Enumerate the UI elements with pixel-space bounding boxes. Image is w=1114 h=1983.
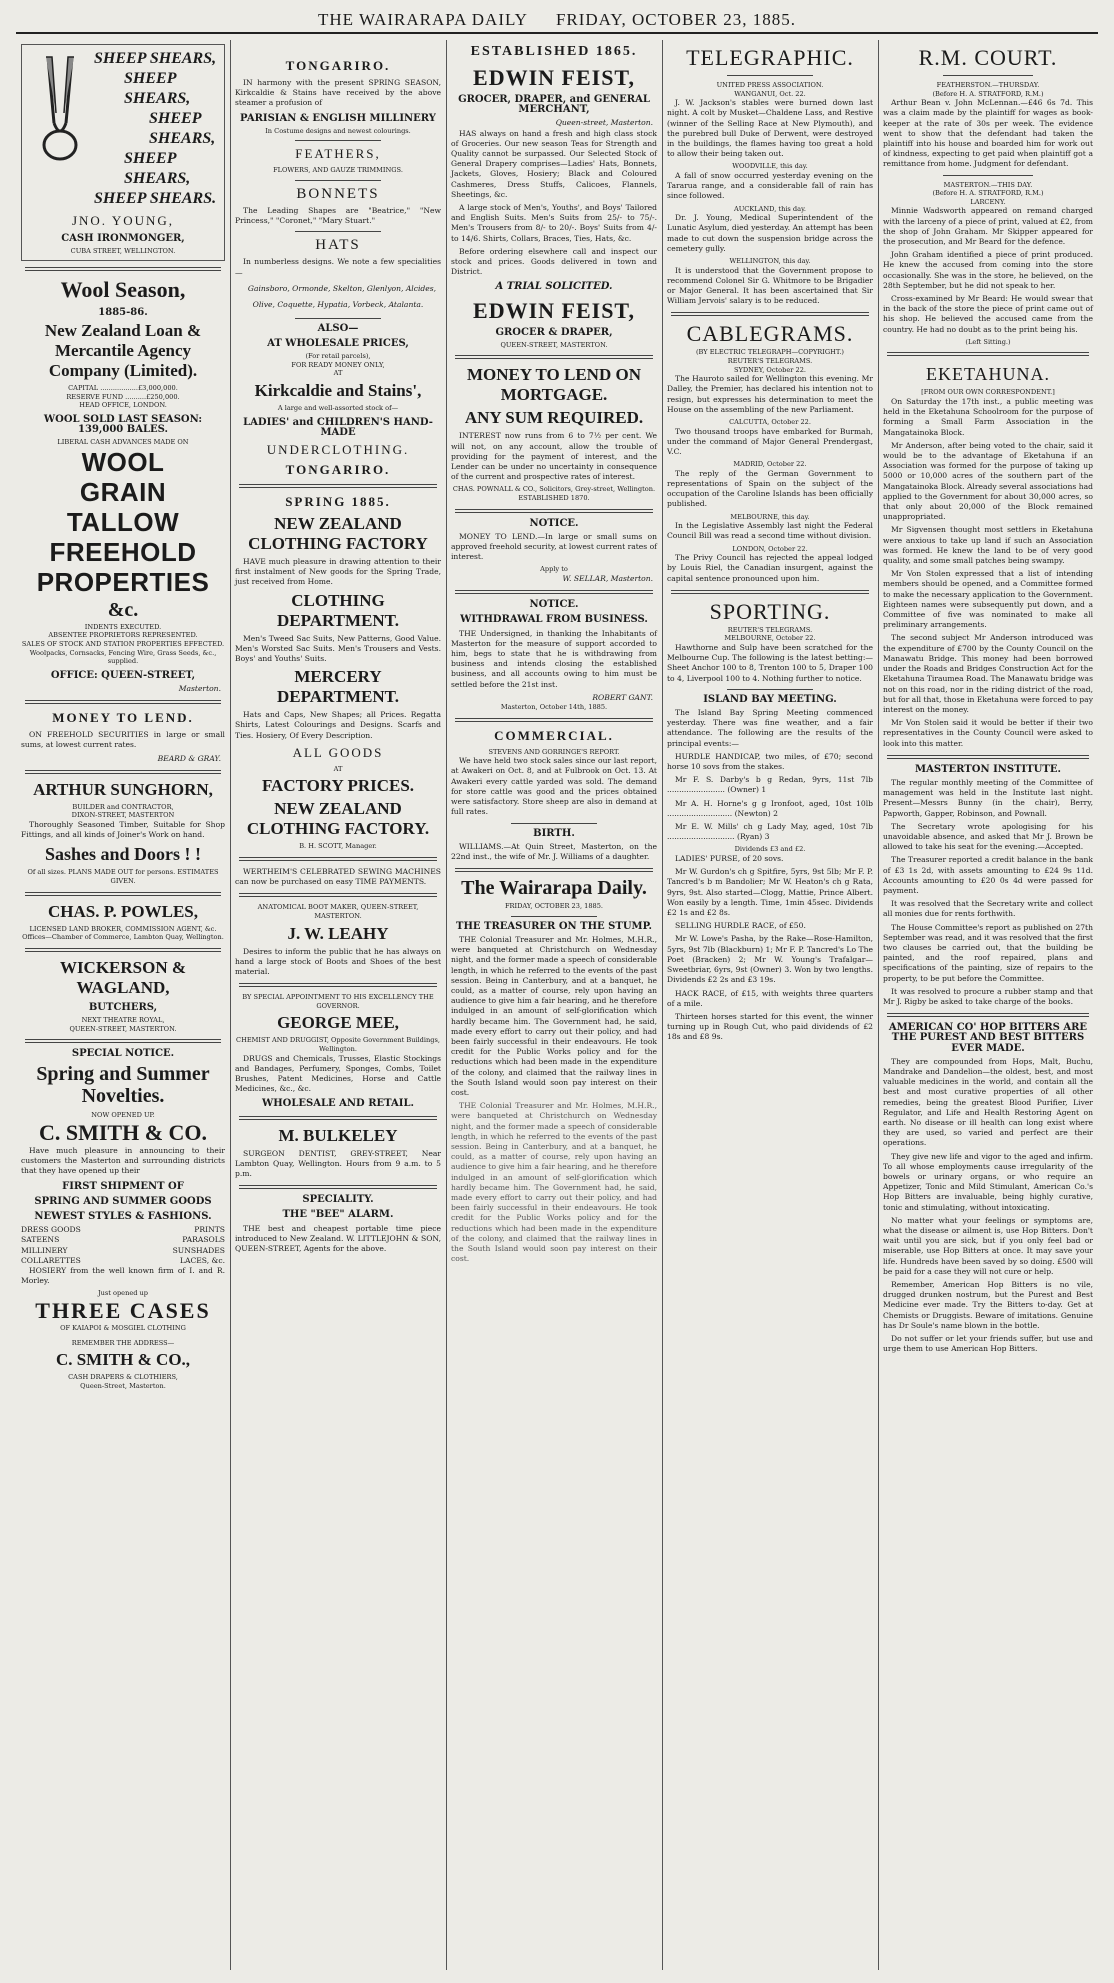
telegraphic-text-3: Dr. J. Young, Medical Superintendent of the Lunatic Asylum, died yesterday. An attempt has been made to cut down the suspension bridge across the cemetery gully. [667, 213, 873, 253]
grain-word: GRAIN [79, 476, 167, 507]
rm-text-3: John Graham identified a piece of print produced. He knew the accused from coming into the store occasionally. She was in the store, he believed, on the 28th September, but he did not speak to her. [883, 250, 1093, 290]
properties-word: PROPERTIES [36, 566, 210, 597]
feist-name-2: EDWIN FEIST, [473, 297, 635, 323]
parisian-heading: PARISIAN & ENGLISH MILLINERY [240, 112, 436, 124]
sunghorn-address: DIXON-STREET, MASTERTON [71, 811, 175, 820]
horse-line: Mr F. S. Darby's b g Redan, 9yrs, 11st 7lb ........................ (Owner) 1 [667, 775, 873, 795]
cable-text-5: The Privy Council has rejected the appeal lodged by Louis Riel, the Canadian insurgent, against the capital sentence pronounced upon him. [667, 553, 873, 583]
melbourne-dateline: MELBOURNE, this day. [730, 512, 810, 521]
telegraphic-heading: TELEGRAPHIC. [686, 45, 854, 70]
goods-row [21, 1246, 225, 1256]
rm-text-4: Cross-examined by Mr Beard: He would swear that in the back of the store the piece of print came out of his shop. He believed the accused came from the country. He had no doubt as to the print being his. [883, 294, 1093, 334]
island-bay-heading: ISLAND BAY MEETING. [703, 693, 837, 705]
bonnets-text: The Leading Shapes are "Beatrice," "New Princess," "Coronet," "Mary Stuart." [235, 206, 441, 226]
wool-word: WOOL [81, 446, 165, 477]
telegraphic-text-1: J. W. Jackson's stables were burned down last night. A colt by Musket—Chaldene Lass, and Restive (winner of the Selling Race at New Plymouth), and the purebred bull Duke of Derwent, were destroyed in the buildings, the flames having too great a hold to allow their being taken out. [667, 98, 873, 159]
before-line-2: (Before H. A. STRATFORD, R.M.) [932, 189, 1044, 198]
first-shipment: FIRST SHIPMENT OF [62, 1180, 184, 1192]
telegraphic-text-2: A fall of snow occurred yesterday evening on the Tararua range, and a considerable fall of rain has since followed. [667, 171, 873, 201]
goods-item: PARASOLS [182, 1235, 225, 1245]
cablegrams-heading: CABLEGRAMS. [686, 321, 854, 347]
divider [943, 175, 1033, 176]
sport-text-4: Mr W. Lowe's Pasha, by the Rake—Rose-Hamilton, 5yrs, 9st 7lb (Blackburn) 1; Mr F. P. Tancred's Lo The Poet (Bracken) 2; Mr W. Young's Trafalgar—Sweetbriar, 6yrs, 9st (Owner) 3. Won by two lengths. Dividends £2 2s and £3 19s. [667, 934, 873, 985]
wickerson-name: WICKERSON & WAGLAND, [59, 957, 187, 997]
shears-line: SHEEP SHEARS, [94, 50, 217, 67]
treasurer-heading: THE TREASURER ON THE STUMP. [456, 920, 652, 932]
bonnets-heading: BONNETS [296, 186, 380, 202]
powles-name: CHAS. P. POWLES, [47, 901, 199, 921]
clothing-dept: CLOTHING DEPARTMENT. [276, 590, 400, 630]
woodville-dateline: WOODVILLE, this day. [732, 162, 808, 171]
column-4 [662, 40, 878, 1970]
goods-item: COLLARETTES [21, 1255, 81, 1265]
goods-row [21, 1256, 225, 1266]
ek-text-6: Mr Von Stolen said it would be better if their two representatives in the County Council were asked to look into this matter. [883, 718, 1093, 748]
spring-goods: SPRING AND SUMMER GOODS [34, 1195, 212, 1207]
nzcf-text: HAVE much pleasure in drawing attention to their first instalment of New goods for the Spring Trade, just received from Home. [235, 557, 441, 587]
sporting-heading: SPORTING. [709, 598, 831, 624]
pownall-line: CHAS. POWNALL & CO., Solicitors, Grey-street, Wellington. [452, 485, 656, 494]
london-dateline: LONDON, October 22. [732, 544, 808, 553]
divider [25, 700, 221, 704]
divider [511, 916, 597, 917]
shears-line: SHEEP SHEARS, [149, 110, 216, 147]
sunghorn-name: ARTHUR SUNGHORN, [33, 779, 213, 799]
withdrawal-heading: WITHDRAWAL FROM BUSINESS. [460, 614, 648, 626]
ek-text-3: Mr Sigvensen thought most settlers in Eketahuna were anxious to take up land if such an Association was formed. He knew the land to be of very good quality, and some small patches being swampy. [883, 525, 1093, 566]
goods-row [21, 1235, 225, 1245]
special-appointment: BY SPECIAL APPOINTMENT TO HIS EXCELLENCY THE GOVERNOR. [242, 993, 434, 1010]
rm-court-heading: R.M. COURT. [918, 45, 1058, 70]
melbourne-dateline-2: MELBOURNE, October 22. [724, 634, 816, 643]
butchers-line: BUTCHERS, [88, 1001, 158, 1013]
goods-item: LACES, &c. [179, 1255, 225, 1265]
sydney-dateline: SYDNEY, October 22. [733, 365, 806, 374]
next-royal: NEXT THEATRE ROYAL, [81, 1015, 165, 1024]
mercery-items: Hats and Caps, New Shapes; all Prices. Regatta Shirts, Latest Colourings and Designs. Scarfs and Ties. Hosiery, Of Every Description. [235, 710, 441, 740]
sunghorn-trade: BUILDER and CONTRACTOR, [72, 802, 174, 811]
capital-line: CAPITAL ..................£3,000,000. [68, 384, 178, 392]
births-heading: BIRTH. [533, 827, 575, 839]
masthead-title: THE WAIRARAPA DAILY [317, 10, 528, 29]
factory-prices: FACTORY PRICES. [261, 776, 415, 796]
divider [239, 1185, 437, 1189]
institute-heading: MASTERTON INSTITUTE. [915, 763, 1061, 775]
hop-text-5: Do not suffer or let your friends suffer, but use and urge them to use American Hop Bitters. [883, 1334, 1093, 1354]
left-sitting: (Left Sitting.) [965, 337, 1011, 346]
leahy-text: Desires to inform the public that he has always on hand a large stock of Boots and Shoes of the best material. [235, 946, 441, 977]
now-opened: NOW OPENED UP. [91, 1111, 155, 1120]
column-1 [16, 40, 230, 1970]
hosiery-text: HOSIERY from the well known firm of I. and R. Morley. [21, 1265, 225, 1286]
dividends-line: Dividends £3 and £2. [734, 845, 806, 854]
sellar-signature: W. SELLAR, Masterton. [562, 574, 653, 584]
divider [887, 352, 1089, 356]
wool-season-year: 1885-86. [98, 306, 148, 318]
nzcf-heading: NEW ZEALAND CLOTHING FACTORY [248, 514, 428, 553]
commercial-text: We have held two stock sales since our last report, at Awakeri on Oct. 8, and at Fulbrook on Oct. 13. At Awakeri every cattle yarded was sold. The demand for store cattle was good and the prices obtained were satisfactory. Store sheep are also in demand at full rates. [451, 756, 657, 817]
divider [887, 755, 1089, 759]
established-1870: ESTABLISHED 1870. [518, 494, 590, 503]
powles-trade: LICENSED LAND BROKER, COMMISSION AGENT, &c. [29, 924, 217, 933]
own-correspondent: [FROM OUR OWN CORRESPONDENT.] [921, 388, 1055, 397]
feist-note: Before ordering elsewhere call and inspect our stock and prices. Goods delivered in town and District. [451, 246, 657, 277]
kirkcaldie-name: Kirkcaldie and Stains', [254, 381, 422, 400]
divider [455, 355, 653, 359]
tongariro-footer: TONGARIRO. [285, 462, 391, 477]
divider [295, 231, 381, 232]
gant-date: Masterton, October 14th, 1885. [500, 703, 608, 712]
leahy-name: J. W. LEAHY [287, 923, 389, 943]
kaiapoi-line: OF KAIAPOI & MOSGIEL CLOTHING [60, 1323, 186, 1332]
three-cases: THREE CASES [35, 1297, 211, 1323]
hop-text-3: No matter what your feelings or symptoms are, what the disease or ailment is, use Hop Bitters. Don't wait until you are sick, but if you only feel bad or miserable, use Hop Bitters at once. It may save your life. Hundreds have been saved by so doing. £500 will be paid for a case they will not cure or help. [883, 1215, 1093, 1276]
mee-name: GEORGE MEE, [277, 1013, 399, 1033]
hack-race: HACK RACE, of £15, with weights three quarters of a mile. [667, 988, 873, 1008]
ek-text-5: The second subject Mr Anderson introduced was the expenditure of £700 by the County Council on the Manawatu Bridge. This money had been borrowed under the Roads and Bridges Construction Act for the Eketahuna Tiraumea Road. The Manawatu bridge was not on this road, nor in the riding district of the road, but for all that, those in Eketahuna were forced to pay interest on the money. [883, 633, 1093, 714]
inst-text-5: The House Committee's report as published on 27th September was read, and it was resolved that the first two clauses be carried out, that the building be painted, and the roof repaired, plans and specifications of the painting, size of repairs to the property, to be put before the Committee. [883, 922, 1093, 983]
tongariro-intro: IN harmony with the present SPRING SEASON, Kirkcaldie & Stains have received by the above steamer a profusion of [235, 78, 441, 108]
freehold-word: FREEHOLD [49, 536, 197, 567]
feist2-address: QUEEN-STREET, MASTERTON. [500, 340, 608, 349]
shears-line: SHEEP SHEARS, [124, 150, 191, 187]
divider [25, 770, 221, 774]
inst-text-6: It was resolved to procure a rubber stamp and that Mr J. Rigby be asked to take charge of the books. [883, 986, 1093, 1006]
trial-solicited: A TRIAL SOLICITED. [495, 281, 613, 293]
inst-text-4: It was resolved that the Secretary write and collect all monies due for rents forthwith. [883, 899, 1093, 919]
goods-item: SUNSHADES [172, 1245, 225, 1255]
column-5 [878, 40, 1098, 1970]
sport-text-5: Thirteen horses started for this event, the winner turning up in Rough Cut, who paid dividends of £2 18s and £8 9s. [667, 1011, 873, 1042]
featherston-dateline: FEATHERSTON.—THURSDAY. [936, 81, 1040, 89]
just-opened: Just opened up [97, 1289, 149, 1298]
goods-item: DRESS GOODS [21, 1225, 81, 1235]
gant-signature: ROBERT GANT. [592, 692, 653, 702]
withdrawal-text: THE Undersigned, in thanking the Inhabitants of Masterton for the measure of support accorded to him, begs to state that he is withdrawing from business and intends closing the established business, and all accounts owing to him must be settled before the 21st inst. [451, 628, 657, 689]
special-notice: SPECIAL NOTICE. [71, 1048, 175, 1060]
telegraphic-text-4: It is understood that the Government propose to recommend Colonel Sir G. Whitmore to be Brigadier or Major General. It has been ascertained that Sir William Jervois' salary is to be reduced. [667, 265, 873, 306]
wanganui-dateline: WANGANUI, Oct. 22. [734, 89, 806, 98]
divider [943, 75, 1033, 76]
birth-text: WILLIAMS.—At Quin Street, Masterton, on the 22nd inst., the wife of Mr. J. Williams of a daughter. [451, 841, 657, 861]
united-press: UNITED PRESS ASSOCIATION. [716, 81, 824, 89]
also-heading: ALSO— [317, 322, 359, 334]
nzcf-footer: NEW ZEALAND CLOTHING FACTORY. [246, 799, 430, 839]
tallow-word: TALLOW [66, 506, 180, 537]
sales-line: SALES OF STOCK AND STATION PROPERTIES EFFECTED. [21, 639, 225, 648]
shears-list [94, 49, 220, 209]
divider [295, 318, 381, 319]
rm-text-1: Arthur Bean v. John McLennan.—£46 6s 7d. This was a claim made by the plaintiff for wages as book-keeper at the rate of 30s per week. The evidence went to show that the defendant had taken the plaintiff into his house and boarded him for work out of kindness, expecting to get paid when plaintiff got a remittance from home. Judgment for defendant. [883, 98, 1093, 169]
hop-text-4: Remember, American Hop Bitters is no vile, drugged drunken nostrum, but the Purest and Best Medicine ever made. Try the Bitters to-day. Get at Chemists or Druggists. Beware of imitations. Genuine has Dr Soule's name blown in the bottle. [883, 1280, 1093, 1330]
sashes-heading: Sashes and Doors ! ! [44, 844, 202, 865]
drugs-text: DRUGS and Chemicals, Trusses, Elastic Stockings and Bandages, Perfumery, Sponges, Combs, Toilet Brushes, Patent Medicines, Horse and Cattle Medicines, &c., &c. [235, 1053, 441, 1094]
eketahuna-heading: EKETAHUNA. [925, 364, 1051, 385]
divider [671, 590, 869, 594]
divider [671, 312, 869, 316]
columns [16, 40, 1098, 1970]
cable-text-2: Two thousand troops have embarked for Burmah, under the command of Major General Prendergast, V.C. [667, 426, 873, 457]
divider [239, 484, 437, 488]
chemist-line: CHEMIST AND DRUGGIST, Opposite Government Buildings, Wellington. [236, 1036, 440, 1053]
queen-masterton: QUEEN-STREET, MASTERTON. [69, 1024, 177, 1033]
wellington-dateline: WELLINGTON, this day. [729, 257, 811, 266]
calcutta-dateline: CALCUTTA, October 22. [729, 418, 811, 427]
csmith-trade: CASH DRAPERS & CLOTHIERS, [68, 1373, 178, 1382]
interest-text: INTEREST now runs from 6 to 7½ per cent. We will not, on any account, allow the trouble of providing for the payment of interest, and the Lender can be under no uncertainty in consequence of the current and prospective rates of interest. [451, 431, 657, 482]
clothing-items: Men's Tweed Sac Suits, New Patterns, Good Value. Men's Worsted Sac Suits. Men's Trousers and Vests. Boys' and Youths' Suits. [235, 633, 441, 664]
inst-text-3: The Treasurer reported a credit balance in the bank of £3 1s 2d, with assets amounting to £24 9s 11d. Accounts amounting to £20 0s 4d were passed for payment. [883, 855, 1093, 895]
horse-line: Mr E. W. Mills' ch g Lady May, aged, 10st 7lb ............................ (Ryan) 3 [667, 822, 873, 842]
indents-line: INDENTS EXECUTED. [84, 622, 162, 631]
feist-text: HAS always on hand a fresh and high class stock of Groceries. Our new season Teas for Strength and Quality cannot be surpassed. Our Selected Stock of General Drapery comprises—Ladies' Hats, Bonnets, Jackets, Gloves, Hosiery; Black and Coloured Cashmeres, Dress Stuffs, Calicoes, Flannels, Sheetings, &c. [451, 128, 657, 199]
selling-race: SELLING HURDLE RACE, of £50. [675, 921, 806, 931]
inst-text-1: The regular monthly meeting of the Committee of management was held in the Institute last night. Present—Messrs Bunny (in the chair), Berry, Papworth, Gapper, Robinson, and Pownall. [883, 777, 1093, 818]
madrid-dateline: MADRID, October 22. [733, 460, 807, 469]
reuters-line: REUTER'S TELEGRAMS. [727, 357, 813, 366]
flowers-line: FLOWERS, AND GAUZE TRIMMINGS. [273, 166, 403, 175]
remember-line: REMEMBER THE ADDRESS— [71, 1338, 175, 1347]
feist-place: Queen-street, Masterton. [555, 118, 653, 128]
inst-text-2: The Secretary wrote apologising for his unavoidable absence, and asked that Mr J. Brown be allowed to take his seat for the evening.—Accepted. [883, 821, 1093, 852]
advances-line: LIBERAL CASH ADVANCES MADE ON [57, 438, 189, 447]
anatomical-line: ANATOMICAL BOOT MAKER, QUEEN-STREET, MASTERTON. [257, 903, 419, 921]
hop-bitters-heading: AMERICAN CO' HOP BITTERS ARE THE PUREST AND BEST BITTERS EVER MADE. [888, 1022, 1088, 1054]
bee-alarm-text: THE best and cheapest portable time piece introduced to New Zealand. W. LITTLEJOHN & SON, QUEEN-STREET, Agents for the above. [235, 1223, 441, 1254]
masthead [16, 8, 1098, 34]
at-line: AT [333, 369, 343, 378]
divider [239, 983, 437, 987]
stevens-report: STEVENS AND GORRINGE'S REPORT. [488, 747, 620, 756]
agents-line: Woolpacks, Cornsacks, Fencing Wire, Grass Seeds, &c., supplied. [29, 648, 217, 666]
bee-alarm-heading: THE "BEE" ALARM. [282, 1209, 394, 1221]
divider [239, 893, 437, 897]
nz-loan-heading: New Zealand Loan & Mercantile Agency Company (Limited). [44, 321, 202, 380]
powles-address: Offices—Chamber of Commerce, Lambton Quay, Wellington. [22, 933, 224, 942]
ladies-purse: LADIES' PURSE, of 20 sovs. [675, 854, 784, 864]
column-2 [230, 40, 446, 1970]
divider [239, 857, 437, 861]
wholesale-line: AT WHOLESALE PRICES, [267, 338, 409, 350]
ek-text-2: Mr Anderson, after being voted to the chair, said it would be to the advantage of Eketahuna if an Association was formed for the purpose of taking up 5000 or 10,000 acres of the southern part of the Mangatainoka Block. Already several associations had applied to the Government for about 30,000 acres, so that only about 20,000 of the Block remained unappropriated. [883, 440, 1093, 522]
goods-item: PRINTS [194, 1225, 225, 1235]
notice-heading: NOTICE. [529, 517, 579, 529]
money-lend-text: MONEY TO LEND.—In large or small sums on approved freehold security, at lowest current rates of interest. [451, 531, 657, 562]
divider [25, 948, 221, 952]
feist-name: EDWIN FEIST, [473, 65, 635, 90]
notice-heading-2: NOTICE. [529, 599, 579, 611]
feist2-trade: GROCER & DRAPER, [495, 326, 613, 338]
ek-text-1: On Saturday the 17th inst., a public meeting was held in the Eketahuna Schoolroom for the purpose of forming a Small Farm Association in the Mangatainoka Block. [883, 397, 1093, 437]
divider [295, 140, 381, 141]
spring-summer-heading: Spring and Summer Novelties. [36, 1063, 210, 1108]
sport-text-3: Mr W. Gurdon's ch g Spitfire, 5yrs, 9st 5lb; Mr F. P. Tancred's b m Bandolier; Mr W. Heaton's ch g Rata, 9yrs, 9st. Also started—Clogg, Mattie, Prince Albert. Won easily by a length. Time, 1min 45sec. Dividends £2 1s and £2 8s. [667, 867, 873, 918]
newest-styles: NEWEST STYLES & FASHIONS. [34, 1210, 212, 1222]
mortgage-heading: MONEY TO LEND ON MORTGAGE. [467, 365, 641, 405]
feathers-heading: FEATHERS, [295, 146, 381, 162]
auckland-dateline: AUCKLAND, this day. [733, 204, 807, 213]
money-signature: BEARD & GRAY. [157, 753, 221, 763]
csmith-text: Have much pleasure in announcing to their customers the Masterton and surrounding districts that they have opened up their [21, 1145, 225, 1176]
ek-text-4: Mr Von Stolen expressed that a list of intending members should be opened, and a Committee formed to make the necessary application to the Government. Eighteen names were subsequently put down, and a Committee of five was nominated to make all preliminary arrangements. [883, 569, 1093, 630]
underclothing-heading: UNDERCLOTHING. [266, 442, 410, 457]
hop-text-2: They give new life and vigor to the aged and infirm. To all whose employments cause irregularity of the bowels or urinary organs, or who require an Appetizer, Tonic and Mild Stimulant, American Co.'s Hop Bitters are invaluable, being highly curative, tonic and stimulating, without intoxicating. [883, 1151, 1093, 1212]
divider [25, 267, 221, 271]
at-line-2: AT [333, 764, 343, 773]
cable-text-3: The reply of the German Government to representations of Spain on the subject of the occupation of the Caroline Islands has been officially published. [667, 468, 873, 509]
advertiser-address: CUBA STREET, WELLINGTON. [70, 247, 176, 256]
reuters-line-2: REUTER'S TELEGRAMS. [727, 625, 813, 634]
commercial-heading: COMMERCIAL. [494, 727, 614, 743]
wholesale-retail: WHOLESALE AND RETAIL. [262, 1098, 414, 1110]
reserve-line: RESERVE FUND ..........£250,000. [66, 392, 180, 401]
divider [727, 75, 813, 76]
money-heading: MONEY TO LEND. [52, 710, 194, 726]
divider [455, 509, 653, 513]
established-heading: ESTABLISHED 1865. [470, 44, 638, 59]
divider [239, 1116, 437, 1120]
treasurer-text-cont: THE Colonial Treasurer and Mr. Holmes, M.H.R., were banqueted at Christchurch on Wednesday night, and the former made a speech of considerable length, in which he referred to the events of the past session. Being in Canterbury, and at a banquet, he could, as a matter of course, rely upon having an audience to give him a fair hearing, and he therefore indulged in an amount of self-glorification which hardly became him. The Government had, he said, made every effort to carry out their policy, and had been fairly successful in their endeavours. He took credit for the Public Works policy and for the reductions which had been made in the expenditure of the colony, and claimed that the railway lines in the South Island would soon pay interest on their cost. [451, 1101, 657, 1264]
divider [295, 180, 381, 181]
ready-money: FOR READY MONEY ONLY, [291, 360, 385, 369]
office-town: Masterton. [178, 683, 221, 693]
office-line: OFFICE: QUEEN-STREET, [50, 669, 196, 681]
advertiser-name: JNO. YOUNG, [71, 213, 175, 228]
rm-text-2: Minnie Wadsworth appeared on remand charged with the larceny of a piece of print, valued at £2, from the shop of John Graham. Mr Skipper appeared for the prosecution, and Mr Beard for the defence. [883, 206, 1093, 246]
goods-row [21, 1225, 225, 1235]
wool-sold: WOOL SOLD LAST SEASON: 139,000 BALES. [43, 413, 203, 435]
advertiser-trade: CASH IRONMONGER, [61, 233, 185, 244]
head-office: HEAD OFFICE, LONDON. [79, 401, 167, 410]
treasurer-text: THE Colonial Treasurer and Mr. Holmes, M.H.R., were banqueted at Christchurch on Wednesday night, and the former made a speech of considerable length, in which he referred to the events of the past session. Being in Canterbury, and at a banquet, he could, as a matter of course, rely upon having an audience to give him a fair hearing, and he therefore indulged in an amount of self-glorification which hardly became him. The Government had, he said, made every effort to carry out their policy, and had been fairly successful in their endeavours. He took credit for the Public Works policy and for the reductions which had been made in the expenditure of the colony, and claimed that the railway lines in the South Island would soon pay interest on their cost. [451, 934, 657, 1097]
feist-text-2: A large stock of Men's, Youths', and Boys' Tailored and English Suits. Men's Suits from 25/- to 75/-. Men's Trousers from 8/- to 20/-. Boys' Suits from 4/- to 14/6. Shirts, Collars, Braces, Ties, Hats, &c. [451, 203, 657, 243]
ladies-line: LADIES' and CHILDREN'S HAND-MADE [243, 416, 433, 438]
divider [455, 868, 653, 872]
sheep-shears-ad [21, 44, 225, 261]
divider [25, 892, 221, 896]
daily-date: FRIDAY, OCTOBER 23, 1885. [504, 902, 604, 911]
large-stock: A large and well-assorted stock of— [277, 404, 399, 412]
hats-text: In numberless designs. We note a few specialities— [235, 257, 441, 277]
csmith-street: Queen-Street, Masterton. [80, 1381, 166, 1390]
for-retail: (For retail parcels), [305, 352, 371, 361]
mercery-dept: MERCERY DEPARTMENT. [276, 667, 400, 707]
sport-text-2: The Island Bay Spring Meeting commenced yesterday. There was fine weather, and a fair attendance. The following are the results of the principal events:— [667, 708, 873, 748]
speciality-heading: SPECIALITY. [302, 1194, 374, 1206]
hats-heading: HATS [315, 237, 361, 254]
csmith-heading: C. SMITH & CO. [38, 1119, 208, 1145]
feist-trade: GROCER, DRAPER, and GENERAL MERCHANT, [458, 94, 650, 116]
shears-line: SHEEP SHEARS. [94, 190, 217, 207]
goods-item: MILLINERY [21, 1245, 68, 1255]
money-text: ON FREEHOLD SECURITIES in large or small sums, at lowest current rates. [21, 730, 225, 750]
spring-1885: SPRING 1885. [285, 494, 391, 509]
sport-text-1: Hawthorne and Sulp have been scratched for the Melbourne Cup. The following is the latest betting:—Sheet Anchor 100 to 8, Trenton 100 to 5, Draper 100 to 4, Liverpool 100 to 4. Nothing further to notice. [667, 643, 873, 683]
etc-line: &c. [107, 598, 139, 621]
divider [455, 718, 653, 722]
divider [25, 1039, 221, 1043]
cable-text-4: In the Legislative Assembly last night the Federal Council Bill was read a second time without division. [667, 521, 873, 541]
horse-line: Mr A. H. Horne's g g Ironfoot, aged, 10st 10lb ........................... (Newton) 2 [667, 798, 873, 818]
any-sum-heading: ANY SUM REQUIRED. [464, 408, 644, 428]
shears-illustration-icon [26, 53, 94, 163]
daily-logo: The Wairarapa Daily. [461, 877, 647, 900]
divider [887, 1013, 1089, 1017]
before-line: (Before H. A. STRATFORD, R.M.) [932, 89, 1044, 98]
masthead-date: FRIDAY, OCTOBER 23, 1885. [555, 10, 797, 29]
surgeon-text: SURGEON DENTIST, GREY-STREET, Near Lambton Quay, Wellington. Hours from 9 a.m. to 5 p.m. [235, 1148, 441, 1179]
maiden-line: HURDLE HANDICAP, two miles, of £70; second horse 10 sovs from the stakes. [667, 751, 873, 772]
bulkeley-name: M. BULKELEY [278, 1125, 398, 1145]
tongariro-heading: TONGARIRO. [285, 58, 391, 73]
goods-item: SATEENS [21, 1235, 60, 1245]
hop-text-1: They are compounded from Hops, Malt, Buchu, Mandrake and Dandelion—the oldest, best, and most valuable medicines in the world, and contain all the best and most curative properties of all other remedies, being the greatest Blood Purifier, Liver Regulator, and Life and Health Restoring Agent on earth. No disease or ill health can long exist where they are used, so varied and perfect are their operations. [883, 1056, 1093, 1148]
divider [511, 823, 597, 824]
larceny-heading: LARCENY. [970, 197, 1006, 206]
hat-names: Gainsboro, Ormonde, Skelton, Glenlyon, Alcides, Olive, Coquette, Hypatia, Vorbeck, Atalanta. [247, 283, 437, 309]
estimates-line: Of all sizes. PLANS MADE OUT for persons. ESTIMATES GIVEN. [27, 868, 219, 885]
wool-season-heading: Wool Season, [60, 276, 186, 302]
absentee-line: ABSENTEE PROPRIETORS REPRESENTED. [48, 631, 198, 640]
sewing-machines: WERTHEIM'S CELEBRATED SEWING MACHINES can now be purchased on easy TIME PAYMENTS. [235, 867, 441, 887]
apply-line: Apply to [540, 565, 568, 574]
parisian-sub: In Costume designs and newest colourings. [265, 126, 411, 135]
electric-telegraph: (BY ELECTRIC TELEGRAPH—COPYRIGHT.) [695, 348, 844, 357]
shears-line: SHEEP SHEARS, [124, 70, 191, 107]
all-goods: ALL GOODS [292, 744, 384, 760]
sunghorn-text: Thoroughly Seasoned Timber, Suitable for Shop Fittings, and all kinds of Joiner's Work on hand. [21, 819, 225, 840]
cable-text-1: The Hauroto sailed for Wellington this evening. Mr Dalley, the Premier, has declared his intention not to resign, but expresses his determination to meet the House on the assembling of the new Parliament. [667, 374, 873, 414]
masterton-dateline: MASTERTON.—THIS DAY. [943, 180, 1033, 189]
csmith-bottom: C. SMITH & CO., [55, 1350, 191, 1370]
scott-manager: B. H. SCOTT, Manager. [299, 842, 377, 851]
divider [455, 590, 653, 594]
divider [727, 689, 813, 690]
column-3 [446, 40, 662, 1970]
